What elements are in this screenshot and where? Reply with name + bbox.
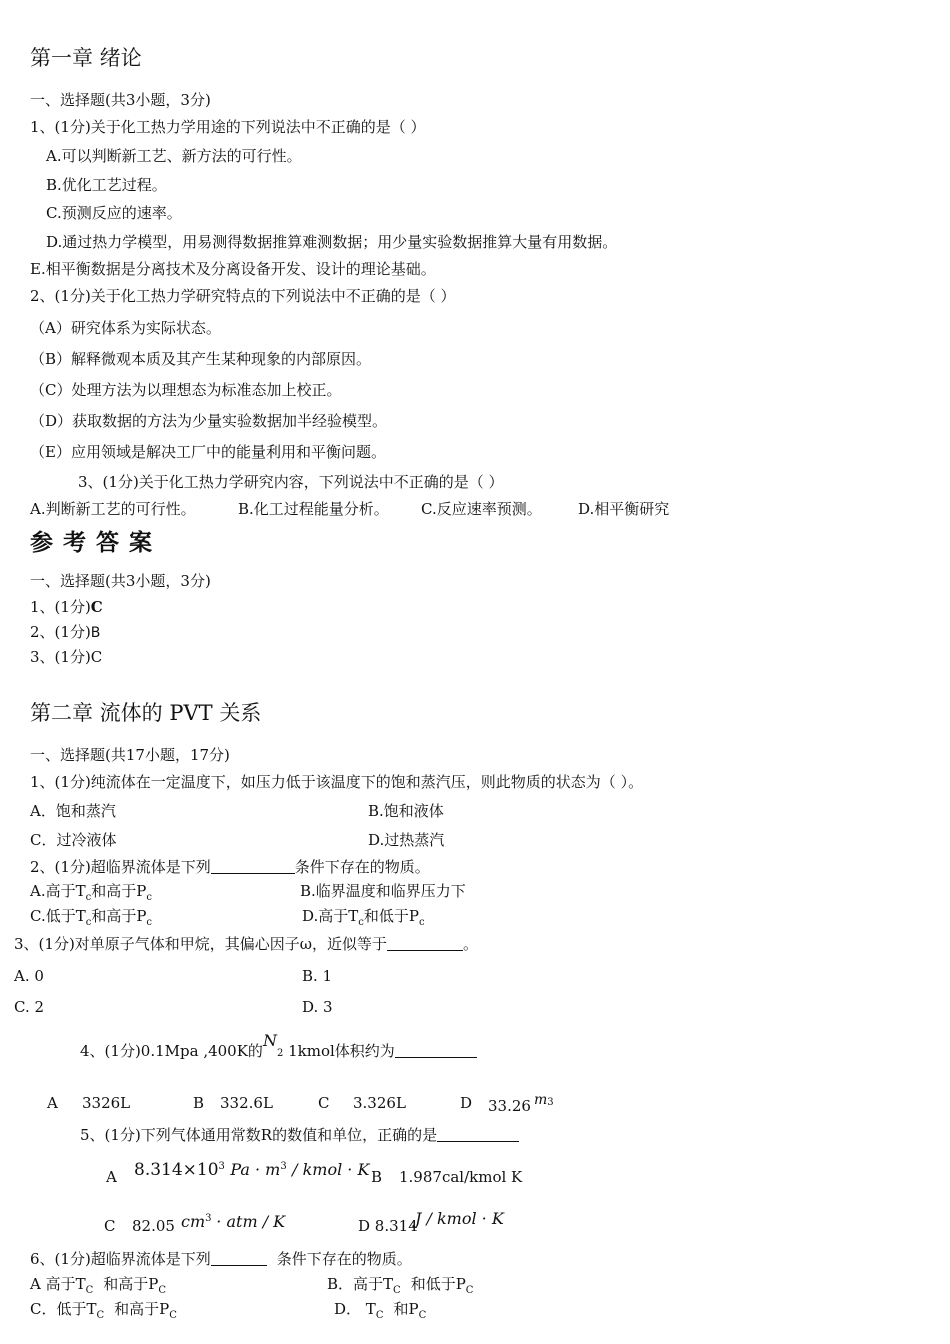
ch1-q2-option-b: （B）解释微观本质及其产生某种现象的内部原因。 — [30, 350, 372, 368]
ch2-q6-option-b-sub1: C — [393, 1285, 401, 1296]
ch2-q5-option-c-label: C — [104, 1217, 116, 1235]
ch2-q6-stem-pre: 6、(1分)超临界流体是下列 — [30, 1250, 211, 1268]
ch2-q6-stem-post: 条件下存在的物质。 — [276, 1250, 412, 1268]
ch2-q4-answer-blank — [395, 1043, 477, 1058]
ch2-q2-stem — [30, 857, 430, 877]
ch2-q1-option-a: A．饱和蒸汽 — [30, 802, 116, 820]
ch2-q2-option-a — [30, 881, 152, 908]
ch2-q4-n2-symbol: N — [262, 1031, 277, 1050]
ch2-q5-option-c-unit-exp: 3 — [205, 1213, 212, 1224]
ch2-q6-option-d-text: D． T — [334, 1300, 376, 1318]
ch2-q4-option-b-label: B — [193, 1094, 205, 1112]
answer-3 — [30, 647, 102, 667]
answers-title: 参考答案 — [30, 529, 162, 556]
ch2-q2-option-d — [302, 906, 425, 933]
ch1-q2-stem: 2、(1分)关于化工热力学研究特点的下列说法中不正确的是（ ） — [30, 287, 456, 305]
ch2-q4-option-d — [488, 1093, 554, 1117]
ch2-q2-option-a-sub2: c — [146, 892, 152, 903]
ch2-q1-stem: 1、(1分)纯流体在一定温度下，如压力低于该温度下的饱和蒸汽压，则此物质的状态为（ ）。 — [30, 773, 644, 791]
ch2-q6-option-d-sub1: C — [375, 1310, 384, 1321]
ch2-q5-stem — [80, 1125, 519, 1145]
ch1-q2-option-e: （E）应用领域是解决工厂中的能量利用和平衡问题。 — [30, 443, 386, 461]
ch2-q6-option-c-text2: 和高于P — [114, 1300, 170, 1318]
ch2-q6-option-a-sub2: C — [158, 1285, 167, 1296]
ch2-q5-option-d-unit — [415, 1209, 504, 1229]
answers-section-header: 一、选择题(共3小题，3分) — [30, 572, 211, 590]
ch2-q5-option-a-unit-exp: 3 — [280, 1161, 287, 1172]
ch2-q2-answer-blank — [211, 859, 295, 874]
ch1-q2-option-a: （A）研究体系为实际状态。 — [30, 319, 221, 337]
answer-2-value: B — [90, 625, 101, 641]
ch2-q5-option-c-unit-text: cm — [181, 1212, 206, 1231]
chapter1-section-header: 一、选择题(共3小题，3分) — [30, 91, 211, 109]
answer-1-prefix: 1、(1分) — [30, 598, 91, 616]
ch1-q3-option-a: A.判断新工艺的可行性。 — [30, 500, 196, 518]
ch2-q2-option-d-text: D.高于T — [302, 907, 359, 925]
ch2-q3-stem — [14, 934, 478, 954]
ch2-q6-option-a — [30, 1274, 166, 1301]
chapter1-title: 第一章 绪论 — [30, 46, 142, 70]
ch2-q6-option-a-text2: 和高于P — [103, 1275, 159, 1293]
ch2-q6-option-b-text2: 和低于P — [410, 1275, 466, 1293]
ch2-q6-option-b-text: B．高于T — [327, 1275, 394, 1293]
ch2-q5-option-a-unit: Pa · m — [230, 1160, 281, 1179]
ch2-q4-option-c: 3.326L — [353, 1094, 406, 1112]
ch2-q6-option-d-text2: 和P — [393, 1300, 419, 1318]
ch2-q1-option-c: C．过冷液体 — [30, 831, 117, 849]
ch2-q3-answer-blank — [387, 936, 463, 951]
ch1-q1-option-a: A.可以判断新工艺、新方法的可行性。 — [46, 147, 302, 165]
ch2-q6-option-c-sub2: C — [169, 1310, 177, 1321]
ch2-q2-option-a-text: A.高于T — [30, 882, 86, 900]
ch2-q2-option-d-sub2: c — [418, 917, 425, 928]
ch1-q3-stem: 3、(1分)关于化工热力学研究内容，下列说法中不正确的是（ ） — [78, 473, 504, 491]
ch2-q2-option-d-text2: 和低于P — [363, 907, 419, 925]
ch1-q2-option-d: （D）获取数据的方法为少量实验数据加半经验模型。 — [30, 412, 388, 430]
ch2-q2-stem-post: 条件下存在的物质。 — [294, 858, 430, 876]
ch2-q5-option-c-unit — [181, 1209, 285, 1232]
ch2-q5-option-b-label: B — [371, 1168, 383, 1186]
chapter2-section-header: 一、选择题(共17小题，17分) — [30, 746, 230, 764]
answer-3-prefix: 3、(1分) — [30, 648, 91, 666]
ch2-q1-option-d: D.过热蒸汽 — [368, 831, 445, 849]
ch2-q6-option-b — [327, 1274, 473, 1301]
ch2-q4-option-d-label: D — [460, 1094, 473, 1112]
ch1-q1-option-c: C.预测反应的速率。 — [46, 204, 182, 222]
ch1-q1-stem: 1、(1分)关于化工热力学用途的下列说法中不正确的是（ ） — [30, 118, 426, 136]
ch2-q2-option-b: B.临界温度和临界压力下 — [300, 882, 466, 900]
ch2-q2-option-c-text2: 和高于P — [91, 907, 147, 925]
ch2-q4-option-d-value: 33.26 — [488, 1097, 531, 1115]
ch1-q3-option-c: C.反应速率预测。 — [421, 500, 542, 518]
ch2-q6-option-c — [30, 1299, 177, 1326]
ch2-q6-stem — [30, 1249, 412, 1269]
ch1-q1-option-e: E.相平衡数据是分离技术及分离设备开发、设计的理论基础。 — [30, 260, 436, 278]
ch2-q3-stem-pre: 3、(1分)对单原子气体和甲烷，其偏心因子ω，近似等于 — [14, 935, 388, 953]
ch2-q3-option-c: C. 2 — [14, 998, 45, 1016]
ch2-q2-option-a-text2: 和高于P — [91, 882, 147, 900]
ch2-q5-option-a — [134, 1157, 369, 1180]
ch2-q6-option-d — [334, 1299, 426, 1326]
ch1-q3-option-d: D.相平衡研究 — [578, 500, 670, 518]
ch2-q5-option-b: 1.987cal/kmol K — [399, 1168, 523, 1186]
ch2-q3-option-b: B. 1 — [302, 967, 333, 985]
answer-2-prefix: 2、(1分) — [30, 623, 91, 641]
ch1-q1-option-b: B.优化工艺过程。 — [46, 176, 167, 194]
ch2-q5-option-d-unit-text: J / kmol · K — [415, 1209, 504, 1228]
ch2-q4-option-d-unit: m — [533, 1092, 548, 1108]
ch2-q6-option-a-text: A 高于T — [30, 1275, 86, 1293]
chapter2-title: 第二章 流体的 PVT 关系 — [30, 701, 262, 725]
ch2-q6-option-a-sub1: C — [85, 1285, 94, 1296]
ch2-q5-option-a-exp: 3 — [218, 1161, 225, 1172]
ch2-q5-stem-pre: 5、(1分)下列气体通用常数R的数值和单位，正确的是 — [80, 1126, 438, 1144]
ch2-q4-stem-pre: 4、(1分)0.1Mpa ,400K的 — [80, 1042, 263, 1060]
ch2-q4-option-a: 3326L — [82, 1094, 131, 1112]
ch2-q2-option-c-text: C.低于T — [30, 907, 86, 925]
ch2-q4-n2-subscript: 2 — [276, 1048, 284, 1059]
ch1-q2-option-c: （C）处理方法为以理想态为标准态加上校正。 — [30, 381, 342, 399]
ch2-q4-option-b: 332.6L — [220, 1094, 273, 1112]
ch2-q4-option-a-label: A — [47, 1094, 58, 1112]
ch2-q5-option-d-label: D 8.314 — [358, 1217, 418, 1235]
ch2-q6-option-c-text: C．低于T — [30, 1300, 97, 1318]
ch2-q5-option-c-value: 82.05 — [132, 1217, 175, 1235]
answer-1-value: C — [90, 598, 103, 616]
ch2-q6-option-c-sub1: C — [96, 1310, 105, 1321]
ch2-q4-option-d-unit-exp: 3 — [547, 1097, 554, 1108]
ch2-q4-option-c-label: C — [318, 1094, 330, 1112]
ch2-q2-option-a-sub1: c — [85, 892, 92, 903]
ch2-q2-option-d-sub1: c — [358, 917, 364, 928]
ch2-q2-option-c-sub2: c — [146, 917, 153, 928]
ch2-q2-option-c — [30, 906, 152, 933]
ch2-q5-option-a-label: A — [106, 1168, 117, 1186]
ch1-q3-option-b: B.化工过程能量分析。 — [238, 500, 389, 518]
answer-2 — [30, 622, 100, 643]
ch2-q4-stem — [80, 1031, 477, 1064]
ch2-q3-stem-post: 。 — [463, 935, 479, 953]
ch2-q4-stem-post: 1kmol体积约为 — [288, 1042, 395, 1060]
ch2-q6-option-b-sub2: C — [465, 1285, 474, 1296]
ch2-q5-option-a-unit2: / kmol · K — [292, 1160, 370, 1179]
ch2-q2-option-c-sub1: c — [85, 917, 92, 928]
ch2-q3-option-d: D. 3 — [302, 998, 333, 1016]
ch2-q3-option-a: A. 0 — [14, 967, 44, 985]
answer-3-value: C — [90, 648, 103, 666]
ch1-q1-option-d: D.通过热力学模型，用易测得数据推算难测数据；用少量实验数据推算大量有用数据。 — [46, 233, 618, 251]
ch2-q5-option-c-unit-text2: · atm / K — [216, 1212, 286, 1231]
ch2-q6-option-d-sub2: C — [418, 1310, 427, 1321]
ch2-q6-answer-blank — [211, 1251, 267, 1266]
ch2-q5-answer-blank — [437, 1127, 519, 1142]
ch2-q5-option-a-value: 8.314×10 — [134, 1160, 219, 1180]
ch2-q2-stem-pre: 2、(1分)超临界流体是下列 — [30, 858, 211, 876]
answer-1 — [30, 597, 103, 617]
ch2-q1-option-b: B.饱和液体 — [368, 802, 444, 820]
